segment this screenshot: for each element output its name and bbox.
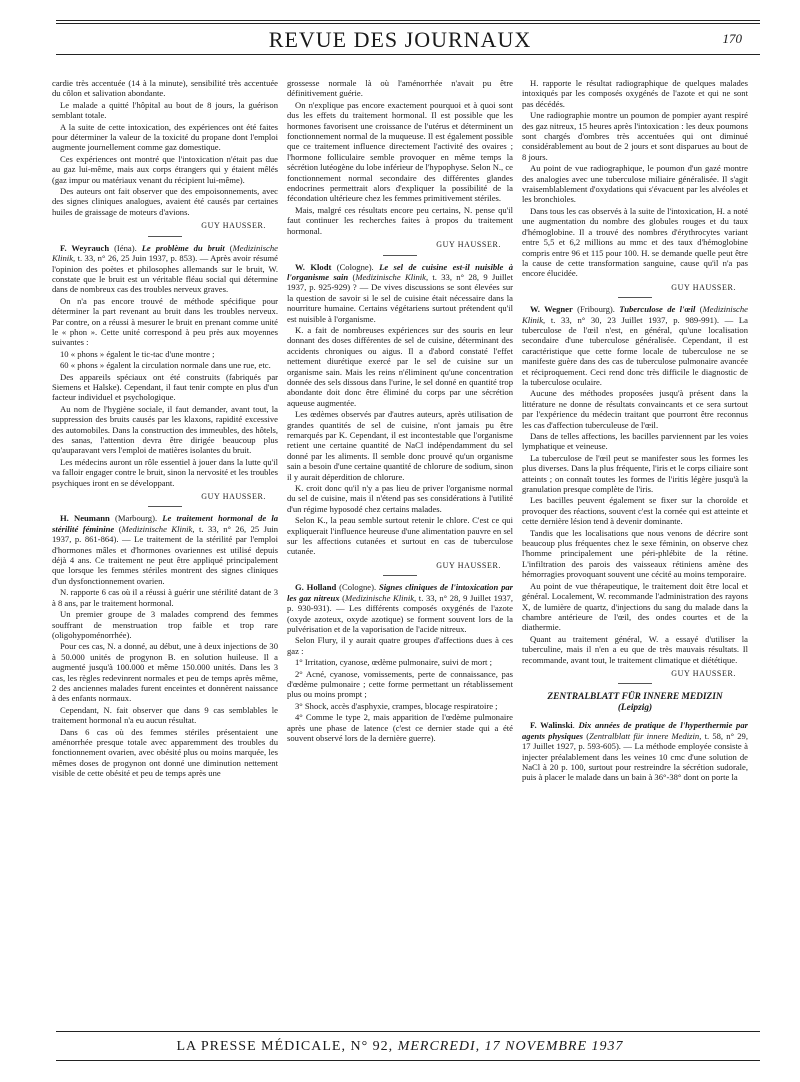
column-middle (287, 78, 513, 1036)
paragraph: On n'explique pas encore exactement pourquoi et à quoi sont dus les effets du traitement hormonal. Il est possible que les hormones favorisent une croissance de l'utérus et déterminent un fonctionnement normal de la muqueuse. Il est également possible que ce traitement influence directement l'activité des ovaires ; l'hormone folliculaire semble provoquer en même temps la sécrétion lutéogène du lobe inférieur de l'hypophyse. Selon N., ce fonctionnement normal secondaire des différentes glandes endocrines permettrait alors d'expliquer la possibilité de la fécondation ultérieure chez les femmes primitivement stériles. (287, 99, 513, 204)
article-place: (Marbourg). (109, 513, 163, 524)
article-head-holland: G. Holland (Cologne). Signes cliniques de l'intoxication par les gaz nitreux (Medizinische Klinik, t. 33, n° 28, 9 Juillet 1937, p. 930-931). — Les différents composés oxygénés de l'azote (oxyde azoteux, oxyde azotique) se forment souvent lors de la pulvérisation et de la vaporisation de l'acide nitreux. (287, 582, 513, 634)
article-journal: Medizinische Klinik (121, 523, 193, 534)
page-title: REVUE DES JOURNAUX (268, 27, 532, 52)
signature: GUY HAUSSER. (671, 668, 736, 678)
list-item: 4° Comme le type 2, mais apparition de l'œdème pulmonaire après une phase de latence (c'est ce dernier stade qui a été souvent observé lors de la dernière guerre). (287, 712, 513, 743)
paragraph: Selon K., la peau semble surtout retenir le chlore. C'est ce qui expliquerait l'influence heureuse d'une alimentation pauvre en sel sur les affections cutanées et surtout en cas de tuberculose cutanée. (287, 515, 513, 557)
footer-journal: LA PRESSE MÉDICALE, (176, 1039, 346, 1054)
paragraph: Les médecins auront un rôle essentiel à jouer dans la lutte qu'il va falloir engager contre le bruit, sinon la nervosité et les troubles psychiques iront en se développant. (52, 456, 278, 488)
article-place: . (572, 720, 579, 731)
article-head-neumann: H. Neumann (Marbourg). Le traitement hormonal de la stérilité féminine (Medizinische Klinik, t. 33, n° 26, 25 Juin 1937, p. 861-864). — Le traitement de la stérilité par l'emploi d'hormones mâles et d'hormones ovariennes est utilisé depuis déjà 4 ans. Ce traitement ne peut être appliqué principalement que lorsque les femmes stériles montrent des signes cliniques d'un dysfonctionnement ovarien. (52, 513, 278, 586)
article-lead: , t. 33, n° 28, 9 Juillet 1937, p. 930-931). — Les différents composés oxygénés de l'azote (oxyde azoteux, oxyde azotique) se forment souvent lors de la pulvérisation et de la vaporisation de l'acide nitreux. (287, 592, 513, 634)
page-footer (0, 1039, 800, 1055)
separator-rule (383, 255, 417, 256)
article-head-weyrauch: F. Weyrauch (Iéna). Le problème du bruit (Medizinische Klinik, t. 33, n° 26, 25 Juin 1937, p. 853). — Après avoir résumé l'opinion des poètes et philosophes allemands sur le bruit, W. constate que le bruit est un véritable fléau social qui détermine dans de nombreux cas des troubles nerveux graves. (52, 242, 278, 295)
section-subtitle: (Leipzig) (617, 703, 653, 714)
article-journal: Medizinische Klinik (52, 242, 278, 264)
paragraph: Cependant, N. fait observer que dans 9 cas semblables le traitement hormonal n'a eu aucun résultat. (52, 704, 278, 726)
paragraph: N. rapporte 6 cas où il a réussi à guérir une stérilité datant de 3 à 8 ans, par le traitement hormonal. (52, 587, 278, 608)
paragraph: Dans 6 cas où des femmes stériles présentaient une aménorrhée presque totale avec apparemment des troubles du fonctionnement ovarien, avec obésité plus ou moins marquée, les mêmes doses de progynon ont donné une diminution nettement visible de cette obésité et peu de temps après une (52, 726, 278, 779)
paragraph: Une radiographie montre un poumon de pompier ayant respiré des gaz nitreux, 15 heures après l'intoxication : les deux poumons sont chargés d'ombres très accentuées qui ont diminué considérablement au bout de 2 jours et sont disparues au bout de 8 jours. (522, 110, 748, 162)
paragraph: cardie très accentuée (14 à la minute), sensibilité très accentuée du côlon et salivation abondante. (52, 78, 278, 99)
paragraph: 60 « phons » égalent la circulation normale dans une rue, etc. (60, 360, 271, 371)
signature: GUY HAUSSER. (436, 240, 501, 250)
separator-rule (618, 683, 652, 684)
article-place: (Fribourg). (572, 304, 620, 315)
article-head-walinski: F. Walinski. Dix années de pratique de l'hyperthermie par agents physiques (Zentralblatt für innere Medizin, t. 58, n° 29, 17 Juillet 1927, p. 593-605). — La méthode employée consiste à injecter préalablement dans les veines 10 cmc d'une solution de NaCl à 20 p. 100, surtout pour restreindre la sécrétion sudorale, puis à placer le malade dans un bain à 36°-38° dont on porte la (522, 720, 748, 783)
paragraph: Des appareils spéciaux ont été construits (fabriqués par Siemens et Halske). Cependant, il faut tenir compte en plus d'un facteur individuel et psychologique. (52, 371, 278, 403)
article-lead: , t. 33, n° 30, 23 Juillet 1937, p. 989-991). — La tuberculose de l'œil n'est, en général, qu'une localisation secondaire d'une tuberculose généralisée. Cependant, il est caractéristique que cette forme locale de tuberculose ne se manifeste guère dans des cas de tuberculose pulmonaire avancée et réciproquement. Ceci rend donc très difficile le diagnostic de la tuberculose oculaire. (522, 314, 748, 387)
paragraph: Les œdèmes observés par d'autres auteurs, après utilisation de grandes quantités de sel de cuisine, n'ont jamais pu être remarqués par K. Cependant, il est incontestable que l'organisme retient une certaine quantité de NaCl indépendamment du sel donné par les aliments. Il semble donc prouvé qu'un organisme sain a besoin d'une certaine quantité de chlorure de sodium, sinon il y aurait déperdition de chlorure. (287, 409, 513, 482)
article-lead: , t. 33, n° 26, 25 Juin 1937, p. 861-864). — Le traitement de la stérilité par l'emploi d'hormones mâles et d'hormones ovariennes est utilisé depuis déjà 4 ans. Ce traitement ne peut être appliqué principalement que lorsque les femmes stériles montrent des signes cliniques d'un dysfonctionnement ovarien. (52, 523, 278, 586)
separator-rule (618, 297, 652, 298)
article-head-wegner: W. Wegner (Fribourg). Tuberculose de l'œil (Medizinische Klinik, t. 33, n° 30, 23 Juillet 1937, p. 989-991). — La tuberculose de l'œil n'est, en général, qu'une localisation secondaire d'une tuberculose généralisée. Cependant, il est caractéristique que cette forme locale de tuberculose ne se manifeste guère dans des cas de tuberculose pulmonaire avancée et réciproquement. Ceci rend donc très difficile le diagnostic de la tuberculose oculaire. (522, 304, 748, 387)
list-item: 3° Shock, accès d'asphyxie, crampes, blocage respiratoire ; (295, 700, 498, 711)
paragraph: 10 « phons » égalent le tic-tac d'une montre ; (60, 348, 215, 359)
paragraph: Un premier groupe de 3 malades comprend des femmes souffrant de menstruation trop faible et trop rare (oligohypoménorrhée). (52, 609, 278, 640)
paragraph: Selon Flury, il y aurait quatre groupes d'affections dues à ces gaz : (287, 635, 513, 656)
article-journal: Medizinische Klinik (522, 304, 748, 325)
signature: GUY HAUSSER. (201, 492, 266, 502)
paragraph: Dans tous les cas observés à la suite de l'intoxication, H. a noté une augmentation du nombre des globules rouges et du taux d'hémoglobine. Il a trouvé des nombres d'érythrocytes variant entre 5,5 et 6,2 millions au mmc et des taux d'hémoglobine compris entre 96 et 115 pour 100. H. se demande quelle peut être la cause de cette transformation sanguine, cause qu'il n'a pas encore élucidée. (522, 205, 748, 279)
paragraph: La tuberculose de l'œil peut se manifester sous les formes les plus diverses. Dans la plus fréquente, l'iris et le corps ciliaire sont atteints ; on connaît toutes les formes de l'iritis légère jusqu'à la granulation presque complète de l'iris. (522, 452, 748, 495)
article-title: Le sel de cuisine est-il nuisible à l'organisme sain (287, 261, 513, 282)
paragraph: Ces expériences ont montré que l'intoxication n'était pas due au gaz lui-même, mais aux corps étrangers qui y étaient mêlés (gaz impur ou matériaux venant du récipient lui-même). (52, 153, 278, 185)
article-place: (Cologne). (331, 261, 380, 272)
paragraph: Au point de vue thérapeutique, le traitement doit être local et général. Localement, W. recommande l'administration des rayons X, de lumière de quartz, d'injections du sang du malade dans la chambre antérieure de l'œil, des ondes courtes et de la diathermie. (522, 580, 748, 633)
article-columns (52, 78, 748, 1036)
paragraph: grossesse normale là où l'aménorrhée n'avait pu être définitivement guérie. (287, 78, 513, 99)
paragraph: Tandis que les localisations que nous venons de décrire sont beaucoup plus fréquentes chez le sexe féminin, on observe chez l'homme principalement une péri-phlébite de la rétine. L'infiltration des parois des vaisseaux rétiniens amène des hémorragies provoquant souvent une cécité au moins temporaire. (522, 527, 748, 580)
footer-issue: N° 92, (350, 1039, 394, 1054)
separator-rule (148, 236, 182, 237)
paragraph: Au nom de l'hygiène sociale, il faut demander, avant tout, la suppression des bruits causés par les klaxons, rapidité excessive des automobiles. Dans la construction des immeubles, des hôtels, des sanas, l'attention devra être dirigée beaucoup plus qu'auparavant vers l'emploi de matières isolantes du bruit. (52, 403, 278, 456)
footer-date: MERCREDI, 17 NOVEMBRE 1937 (397, 1039, 624, 1054)
paragraph: Des auteurs ont fait observer que des empoisonnements, avec des signes cliniques analogues, avaient été causés par certaines huiles de graissage de moteurs d'avions. (52, 186, 278, 217)
article-head-klodt: W. Klodt (Cologne). Le sel de cuisine est-il nuisible à l'organisme sain (Medizinische Klinik, t. 33, n° 28, 9 Juillet 1937, p. 925-929) ? — De vives discussions se sont élevées sur la question de savoir si le sel de cuisine était nécessaire dans la nourriture humaine. Certains végétariens surtout prétendent qu'il est nuisible à l'organisme. (287, 261, 513, 324)
paragraph: Au point de vue radiographique, le poumon d'un gazé montre des analogies avec une tuberculose miliaire généralisée. Il s'agit vraisemblablement d'oxydations qui s'évacuent par les alvéoles et les bronchioles. (522, 163, 748, 205)
article-title: Le problème du bruit (141, 242, 225, 253)
article-lead: , t. 33, n° 28, 9 Juillet 1937, p. 925-929) ? — De vives discussions se sont élevées sur la question de savoir si le sel de cuisine était nécessaire dans la nourriture humaine. Certains végétariens surtout prétendent qu'il est nuisible à l'organisme. (287, 271, 513, 324)
signature: GUY HAUSSER. (671, 282, 736, 292)
column-right (522, 78, 748, 1036)
article-title: Tuberculose de l'œil (619, 304, 696, 315)
page-number: 170 (722, 31, 742, 46)
paragraph: Mais, malgré ces résultats encore peu certains, N. pense qu'il faut continuer les recherches faites à propos du traitement hormonal. (287, 204, 513, 236)
article-title: Dix années de pratique de l'hyperthermie par agents physiques (522, 720, 748, 741)
article-author: G. Holland (295, 582, 337, 593)
paragraph: Quant au traitement général, W. a essayé d'utiliser la tuberculine, mais il n'en a eu que de très mauvais résultats. Il recommande, avant tout, le traitement climatique et diététique. (522, 633, 748, 665)
article-author: H. Neumann (60, 513, 110, 524)
footer-rule (56, 1031, 760, 1032)
article-title: Signes cliniques de l'intoxication par les gaz nitreux (287, 582, 513, 603)
article-journal: Medizinische Klinik (345, 592, 415, 603)
article-author: F. Walinski (530, 720, 573, 731)
header-rule-bottom (56, 54, 760, 55)
paragraph: Aucune des méthodes proposées jusqu'à présent dans la littérature ne donne de résultats convaincants et ce sera surtout par l'expérience du médecin traitant que pourront être reconnus les cas d'affection tuberculeuse de l'œil. (522, 388, 748, 430)
article-place: (Cologne). (336, 582, 379, 593)
section-title: ZENTRALBLATT FÜR INNERE MEDIZIN (547, 692, 723, 703)
list-item: 1° Irritation, cyanose, œdème pulmonaire, suivi de mort ; (295, 657, 492, 668)
list-item: 2° Acné, cyanose, vomissements, perte de connaissance, pas d'œdème pulmonaire ; cette forme permettant un rétablissement plus ou moins prompt ; (287, 668, 513, 700)
column-left (52, 78, 278, 1036)
separator-rule (383, 575, 417, 576)
article-lead: , t. 33, n° 26, 25 Juin 1937, p. 853). — Après avoir résumé l'opinion des poètes et philosophes allemands sur le bruit, W. constate que le bruit est un véritable fléau social qui détermine dans de nombreux cas des troubles nerveux graves. (52, 253, 278, 295)
article-author: F. Weyrauch (60, 242, 110, 253)
header-rule-top-thin (56, 23, 760, 24)
signature: GUY HAUSSER. (436, 560, 501, 570)
article-journal: Medizinische Klinik (355, 271, 426, 282)
article-lead: , t. 58, n° 29, 17 Juillet 1927, p. 593-605). — La méthode employée consiste à injecter préalablement dans les veines 10 cmc d'une solution de NaCl à 20 p. 100, surtout pour restreindre la sécrétion sudorale, puis à placer le malade dans un bain à 36°-38° dont on porte la (522, 730, 748, 783)
header-rule-top (56, 20, 760, 21)
paragraph: H. rapporte le résultat radiographique de quelques malades intoxiqués par les composés oxygénés de l'azote et qui ne sont pas décédés. (522, 78, 748, 109)
article-place: (Iéna). (109, 242, 142, 253)
separator-rule (148, 506, 182, 507)
journal-section-heading (522, 692, 748, 714)
paragraph: Le malade a quitté l'hôpital au bout de 8 jours, la guérison semblant totale. (52, 99, 278, 121)
article-author: W. Wegner (530, 304, 573, 315)
paragraph: K. a fait de nombreuses expériences sur des souris en leur donnant des doses différentes de sel de cuisine, déterminant des accidents chroniques ou aigus. Il a d'abord constaté l'effet nettement diurétique exercé par le sel de cuisine sur un organisme sain. Mais les reins n'éliminent qu'une concentration donnée des sels dissous dans l'urine, le sel donné en quantité trop abondante doit donc être éliminé du corps par une sécrétion aqueuse augmentée. (287, 324, 513, 408)
paragraph: Pour ces cas, N. a donné, au début, une à deux injections de 30 à 50.000 unités de progynon B. en solution huileuse. Il a augmenté jusqu'à 100.000 et même 150.000 unités. Dans les 3 cas, les règles redevinrent normales et peu de temps après même, 2 des anciennes malades furent enceintes et donnèrent naissance à des enfants normaux. (52, 641, 278, 704)
paragraph: Les bacilles peuvent également se fixer sur la choroïde et provoquer des réactions, souvent c'est la cornée qui est atteinte et cette dernière lésion tend à devenir dominante. (522, 495, 748, 527)
paragraph: Dans de telles affections, les bacilles parviennent par les voies lymphatique et veineuse. (522, 431, 748, 452)
paragraph: A la suite de cette intoxication, des expériences ont été faites pour déterminer la valeur de la toxicité du propane dont l'emploi augmente journellement comme gaz domestique. (52, 121, 278, 153)
paragraph: K. croit donc qu'il n'y a pas lieu de priver l'organisme normal du sel de cuisine, mais il n'étend pas ses considérations à l'utilité d'un régime hyposodé chez certains malades. (287, 483, 513, 514)
article-title: Le traitement hormonal de la stérilité féminine (52, 513, 278, 534)
footer-rule-bottom (56, 1060, 760, 1061)
article-journal: Zentralblatt für innere Medizin (589, 730, 700, 741)
signature: GUY HAUSSER. (201, 221, 266, 231)
paragraph: On n'a pas encore trouvé de méthode spécifique pour déterminer la part revenant au bruit dans les troubles nerveux. Par contre, on a réussi à mesurer le bruit en prenant comme unité le « phon ». Cette unité correspond à peu près aux moyennes suivantes : (52, 295, 278, 348)
article-author: W. Klodt (295, 261, 332, 272)
